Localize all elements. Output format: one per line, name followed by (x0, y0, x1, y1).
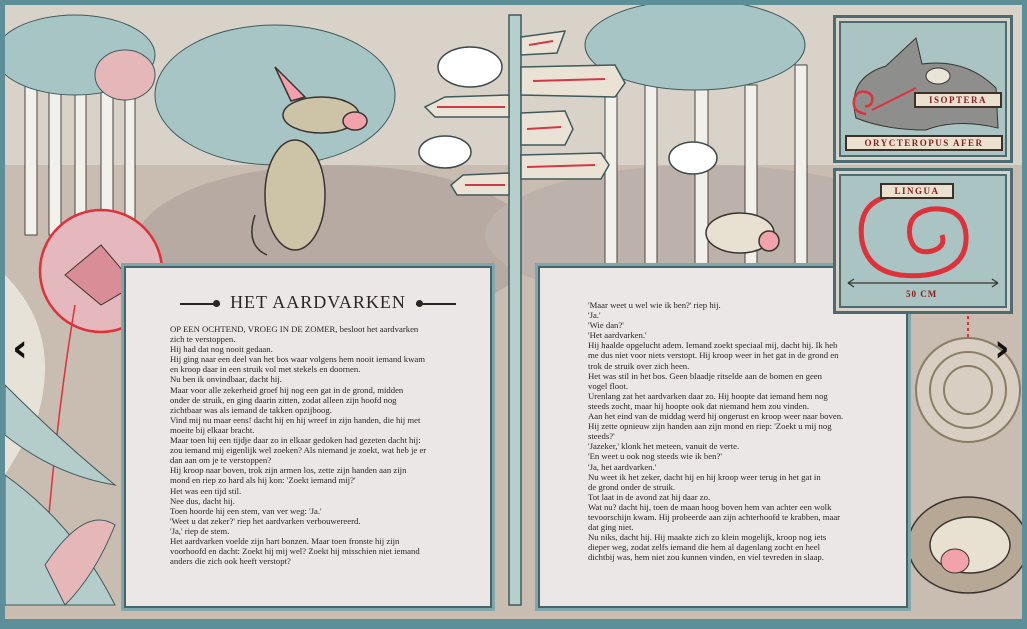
story-text-left: OP EEN OCHTEND, VROEG IN DE ZOMER, besloot het aardvarken zich te verstoppen. Hij had dat nog nooit gedaan. Hij ging naar een deel van het bos waar volgens hem nooit iemand kwam en kroop daar in een struik vol met stekels en doornen. Nu ben ik onvindbaar, dacht hij. Maar voor alle zekerheid groef hij nog een gat in de grond, midden onder de struik, en ging daarin zitten, zodat alleen zijn hoofd nog zichtbaar was als iemand de takken opzijboog. Vind mij nu maar eens! dacht hij en hij wreef in zijn handen, die hij met moeite bij elkaar bracht. Maar toen hij een tijdje daar zo in elkaar gedoken had gezeten dacht hij: zou iemand mij eigenlijk wel zoeken? Als niemand je zoekt, wat heb je er dan aan om je te verstoppen? Hij kroop naar boven, trok zijn armen los, zette zijn handen aan zijn mond en riep zo hard als hij kon: 'Zoekt iemand mij?' Het was een tijd stil. Nee dus, dacht hij. Toen hoorde hij een stem, van ver weg: 'Ja.' 'Weet u dat zeker?' riep het aardvarken verbouwereerd. 'Ja,' riep de stem. Het aardvarken voelde zijn hart bonzen. Maar toen fronste hij zijn voorhoofd en dacht: Zoekt hij mij wel? Zoekt hij misschien niet iemand anders die zich ook heeft verstopt? (170, 324, 427, 567)
scale-bar (848, 279, 998, 287)
story-text-right: 'Maar weet u wel wie ik ben?' riep hij. 'Ja.' 'Wie dan?' 'Het aardvarken.' Hij haalde opgelucht adem. Iemand zoekt speciaal mij, dacht hij. Ik heb me dus niet voor niets verstopt. Hij kroop weer in het gat in de grond en trok de struik over zich heen. Het was stil in het bos. Geen blaadje ritselde aan de bomen en geen vogel floot. Urenlang zat het aardvarken daar zo. Hij hoopte dat iemand hem nog steeds zocht, maar hij hoopte ook dat niemand hem zou vinden. Aan het eind van de middag werd hij ongerust en kroop weer naar boven. Hij zette opnieuw zijn handen aan zijn mond en riep: 'Zoekt u mij nog steeds?' 'Jazeker,' klonk het meteen, vanuit de verte. 'En weet u ook nog steeds wie ik ben?' 'Ja, het aardvarken.' Nu weet ik het zeker, dacht hij en hij kroop weer terug in het gat in de grond onder de struik. Tot laat in de avond zat hij daar zo. Wat nu? dacht hij, toen de maan hoog boven hem van achter een wolk tevoorschijn kwam. Hij probeerde aan zijn achterhoofd te krabben, maar dat ging niet. Nu niks, dacht hij. Hij maakte zich zo klein mogelijk, kroop nog iets dieper weg, zodat zelfs iemand die hem al dagenlang zocht en heel dichtbij was, hem niet zou kunnen vinden, en viel tevreden in slaap. (588, 300, 844, 563)
title-flourish-right (416, 303, 456, 305)
label-species: ORYCTEROPUS AFER (845, 135, 1003, 151)
label-lingua: LINGUA (880, 183, 954, 199)
label-scale: 50 CM (906, 289, 938, 299)
story-panel-right (535, 263, 911, 611)
tongue-card (833, 168, 1013, 314)
chevron-left-icon: ‹ (12, 326, 28, 370)
title-flourish-left (180, 303, 220, 305)
label-isoptera: ISOPTERA (914, 92, 1002, 108)
story-title (170, 292, 466, 313)
story-panel-left (121, 263, 495, 611)
anatomy-card (833, 15, 1013, 163)
book-spread (5, 5, 1022, 619)
next-page-button[interactable] (989, 326, 1015, 370)
chevron-right-icon: › (994, 326, 1010, 370)
previous-page-button[interactable] (7, 326, 33, 370)
title-text: HET AARDVARKEN (230, 292, 406, 312)
termite-icon (926, 68, 950, 84)
